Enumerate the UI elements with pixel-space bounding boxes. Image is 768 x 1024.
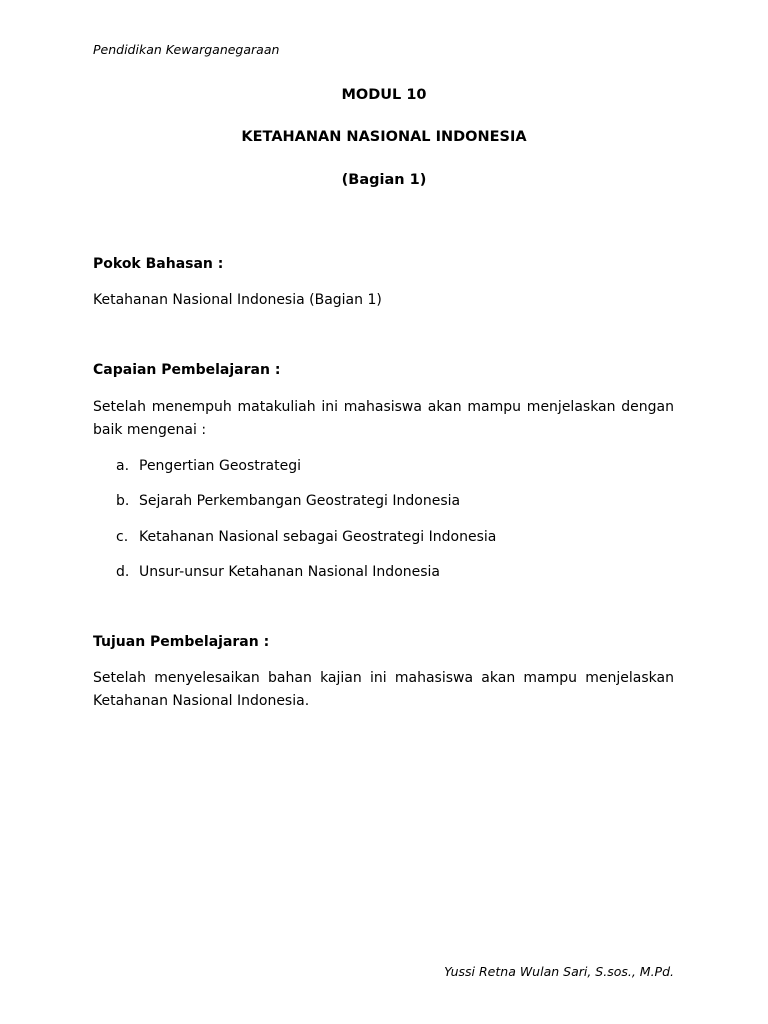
list-item-text: Ketahanan Nasional sebagai Geostrategi Indonesia: [139, 528, 497, 545]
page-footer-author: Yussi Retna Wulan Sari, S.sos., M.Pd.: [444, 964, 674, 979]
capaian-list: [116, 457, 496, 598]
list-item-text: Sejarah Perkembangan Geostrategi Indonesia: [139, 493, 461, 510]
list-marker: b.: [116, 493, 130, 510]
tujuan-text: Setelah menyelesaikan bahan kajian ini mahasiswa akan mampu menjelaskan Ketahanan Nasional Indonesia.: [93, 670, 674, 709]
topic-title: KETAHANAN NASIONAL INDONESIA: [241, 129, 527, 145]
list-item-text: Unsur-unsur Ketahanan Nasional Indonesia: [139, 563, 441, 580]
list-item: [116, 528, 496, 563]
tujuan-heading: Tujuan Pembelajaran :: [93, 634, 270, 650]
list-item: [116, 563, 496, 598]
module-title: MODUL 10: [341, 87, 427, 103]
list-item: [116, 492, 496, 527]
capaian-intro: Setelah menempuh matakuliah ini mahasiswa akan mampu menjelaskan dengan baik mengenai :: [93, 399, 674, 438]
pokok-bahasan-text: Ketahanan Nasional Indonesia (Bagian 1): [93, 292, 382, 308]
list-item: [116, 457, 496, 492]
list-marker: d.: [116, 563, 130, 580]
capaian-heading: Capaian Pembelajaran :: [93, 362, 281, 378]
list-marker: a.: [116, 458, 130, 474]
page-header-course: Pendidikan Kewarganegaraan: [93, 42, 280, 57]
list-item-text: Pengertian Geostrategi: [139, 458, 301, 474]
list-marker: c.: [116, 528, 129, 545]
part-title: (Bagian 1): [341, 172, 427, 188]
pokok-bahasan-heading: Pokok Bahasan :: [93, 256, 224, 272]
